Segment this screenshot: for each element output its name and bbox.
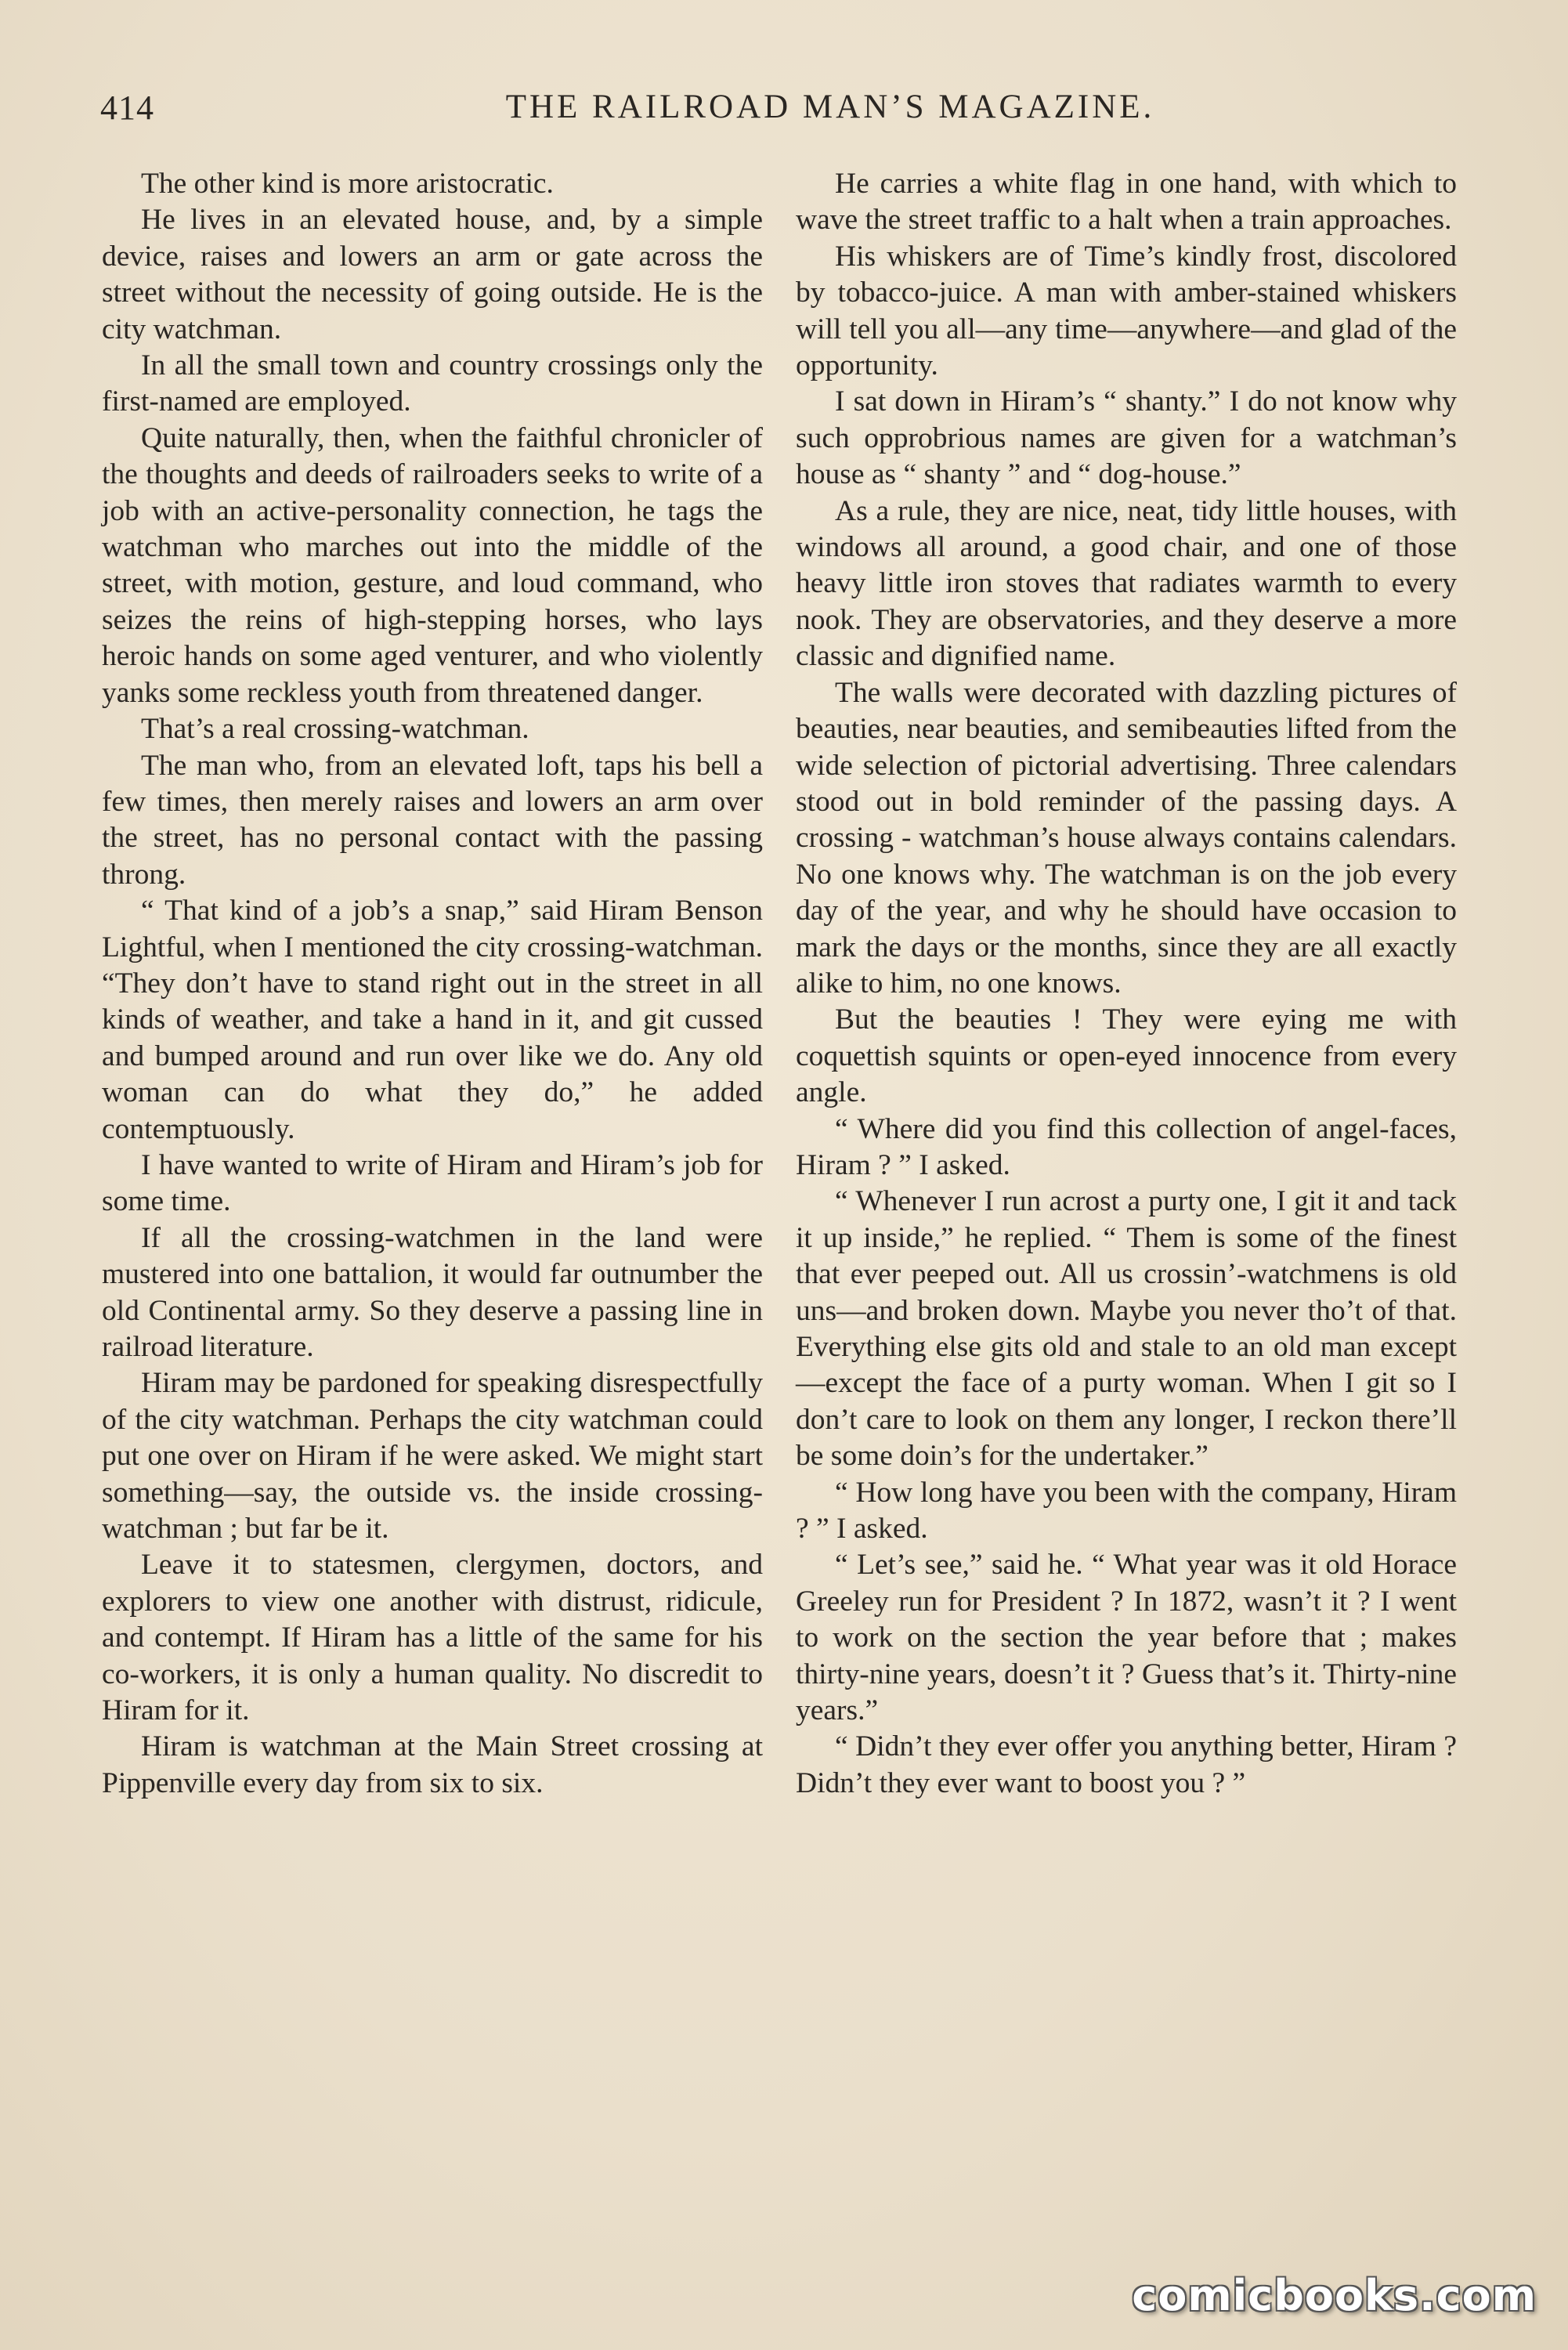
paragraph: If all the crossing-watchmen in the land were mustered into one battalion, it would far outnumber the old Continental army. So they deserve a passing line in railroad literature. [102, 1221, 763, 1363]
paragraph: That’s a real crossing-watchman. [141, 713, 529, 746]
paragraph: He carries a white flag in one hand, with which to wave the street traffic to a halt when a train approaches. [796, 168, 1457, 237]
paragraph: “ Where did you find this collection of angel-faces, Hiram ? ” I asked. [796, 1112, 1457, 1181]
left-column [102, 166, 763, 1802]
paragraph: “ That kind of a job’s a snap,” said Hiram Benson Lightful, when I mentioned the city crossing-watchman. “They don’t have to stand right out in the street in all kinds of weather, and take a hand in it, and git cussed and bumped around and run over like we do. Any old woman can do what they do,” he added contemptuously. [102, 895, 763, 1145]
paragraph: His whiskers are of Time’s kindly frost, discolored by tobacco-juice. A man with amber-stained whiskers will tell you all—any time—anywhere—and glad of the opportunity. [796, 240, 1457, 382]
paragraph: Hiram may be pardoned for speaking disrespectfully of the city watchman. Perhaps the city watchman could put one over on Hiram if he were asked. We might start something—say, the outside vs. the inside crossing-watchman ; but far be it. [102, 1367, 763, 1546]
paragraph: The other kind is more aristocratic. [141, 168, 554, 200]
paragraph: But the beauties ! They were eying me with coquettish squints or open-eyed innocence from every angle. [796, 1003, 1457, 1109]
paragraph: “ Let’s see,” said he. “ What year was it old Horace Greeley run for President ? In 1872, wasn’t it ? I went to work on the section the year before that ; makes thirty-nine years, doesn’t it ? Guess that’s it. Thirty-nine years.” [796, 1549, 1457, 1727]
paragraph: Quite naturally, then, when the faithful chronicler of the thoughts and deeds of railroaders seeks to write of a job with an active-personality connection, he tags the watchman who marches out into the middle of the street, with motion, gesture, and loud command, who seizes the reins of high-stepping horses, who lays heroic hands on some aged venturer, and who violently yanks some reckless youth from threatened danger. [102, 421, 763, 709]
paragraph: “ How long have you been with the company, Hiram ? ” I asked. [796, 1476, 1457, 1546]
paragraph: “ Didn’t they ever offer you anything better, Hiram ? Didn’t they ever want to boost you ? ” [796, 1730, 1457, 1799]
running-head: THE RAILROAD MAN’S MAGAZINE. [505, 89, 1155, 125]
paragraph: He lives in an elevated house, and, by a simple device, raises and lowers an arm or gate across the street without the necessity of going outside. He is the city watchman. [102, 204, 763, 345]
paragraph: As a rule, they are nice, neat, tidy little houses, with windows all around, a good chair, and one of those heavy little iron stoves that radiates warmth to every nook. They are observatories, and they deserve a more classic and dignified name. [796, 494, 1457, 673]
paragraph: The man who, from an elevated loft, taps his bell a few times, then merely raises and lowers an arm over the street, has no personal contact with the passing throng. [102, 749, 763, 891]
paragraph: “ Whenever I run acrost a purty one, I git it and tack it up inside,” he replied. “ Them is some of the finest that ever peeped out. All us crossin’-watchmens is old uns—and broken down. Maybe you never tho’t of that. Everything else gits old and stale to an old man except—except the face of a purty woman. When I git so I don’t care to look on them any longer, I reckon there’ll be some doin’s for the undertaker.” [796, 1185, 1457, 1473]
paragraph: The walls were decorated with dazzling pictures of beauties, near beauties, and semibeauties lifted from the wide selection of pictorial advertising. Three calendars stood out in bold reminder of the passing days. A crossing - watchman’s house always contains calendars. No one knows why. The watchman is on the job every day of the year, and why he should have occasion to mark the days or the months, since they are all exactly alike to him, no one knows. [796, 676, 1457, 1000]
paragraph: In all the small town and country crossings only the first-named are employed. [102, 349, 763, 418]
paragraph: I have wanted to write of Hiram and Hiram’s job for some time. [102, 1148, 763, 1218]
paragraph: Leave it to statesmen, clergymen, doctors, and explorers to view one another with distrust, ridicule, and contempt. If Hiram has a little of the same for his co-workers, it is only a human quality. No discredit to Hiram for it. [102, 1549, 763, 1727]
page-number: 414 [100, 89, 154, 127]
watermark-logo: comicbooks.com [1132, 2271, 1537, 2320]
page-header [100, 88, 1466, 135]
paragraph: I sat down in Hiram’s “ shanty.” I do not know why such opprobrious names are given for a watchman’s house as “ shanty ” and “ dog-house.” [796, 385, 1457, 491]
paragraph: Hiram is watchman at the Main Street crossing at Pippenville every day from six to six. [102, 1730, 763, 1799]
right-column [796, 166, 1457, 1802]
